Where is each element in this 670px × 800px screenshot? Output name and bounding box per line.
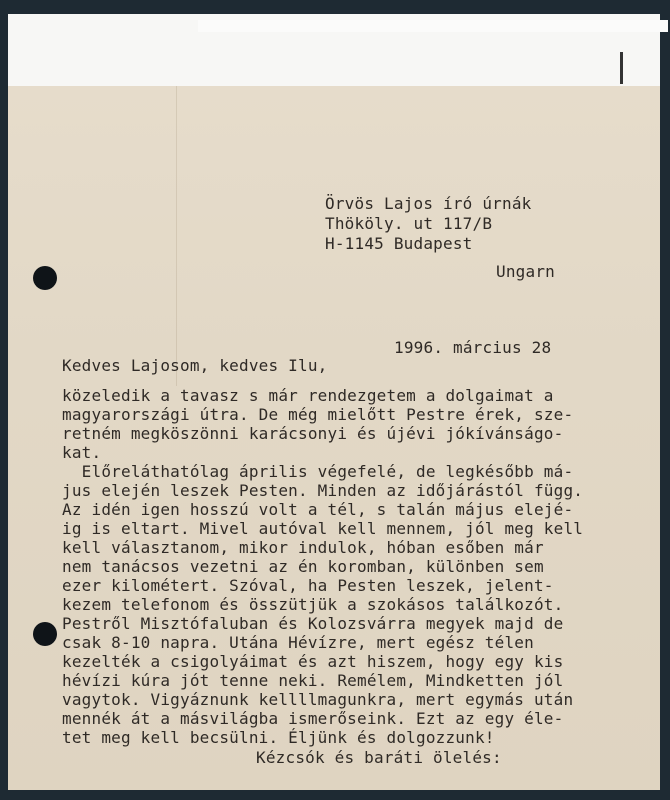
letter-page	[8, 86, 660, 790]
body-line: hévízi kúra jót tenne neki. Remélem, Mindketten jól	[62, 671, 564, 690]
closing: Kézcsók és baráti ölelés:	[256, 748, 502, 767]
paper-tab	[198, 20, 668, 32]
body-line: közeledik a tavasz s már rendezgetem a dolgaimat a	[62, 386, 554, 405]
body-line: kat.	[62, 443, 102, 462]
letter-date: 1996. március 28	[394, 338, 552, 357]
body-line: jus elején leszek Pesten. Minden az időjárástól függ.	[62, 481, 584, 500]
body-line: tet meg kell becsülni. Éljünk és dolgozzunk!	[62, 728, 495, 747]
address-street: Thököly. ut 117/B	[325, 214, 493, 233]
address-city: H-1145 Budapest	[325, 234, 473, 253]
body-line: nem tanácsos vezetni az én koromban, különben sem	[62, 557, 544, 576]
address-country: Ungarn	[496, 262, 555, 281]
punch-hole-top	[33, 266, 57, 290]
address-recipient: Örvös Lajos író úrnák	[325, 194, 532, 213]
body-line: Pestről Misztófaluban és Kolozsvárra megyek majd de	[62, 614, 564, 633]
top-paper-strip	[8, 14, 660, 87]
body-line: csak 8-10 napra. Utána Hévízre, mert egész télen	[62, 633, 534, 652]
salutation: Kedves Lajosom, kedves Ilu,	[62, 356, 328, 375]
body-line: magyarországi útra. De még mielőtt Pestre érek, sze-	[62, 405, 574, 424]
body-line: retném megköszönni karácsonyi és újévi jókívánságo-	[62, 424, 564, 443]
body-line: ig is eltart. Mivel autóval kell mennem, jól meg kell	[62, 519, 584, 538]
body-line: Előreláthatólag április végefelé, de legkésőbb má-	[62, 462, 574, 481]
body-line: kezelték a csigolyáimat és azt hiszem, hogy egy kis	[62, 652, 564, 671]
ink-mark	[620, 52, 623, 84]
body-line: kell választanom, mikor indulok, hóban esőben már	[62, 538, 544, 557]
body-line: ezer kilométert. Szóval, ha Pesten leszek, jelent-	[62, 576, 554, 595]
body-line: mennék át a másvilágba ismerőseink. Ezt az egy éle-	[62, 709, 564, 728]
body-line: kezem telefonom és összütjük a szokásos találkozót.	[62, 595, 564, 614]
punch-hole-bottom	[33, 622, 57, 646]
body-line: vagytok. Vigyáznunk kellllmagunkra, mert egymás után	[62, 690, 574, 709]
body-line: Az idén igen hosszú volt a tél, s talán május elejé-	[62, 500, 574, 519]
